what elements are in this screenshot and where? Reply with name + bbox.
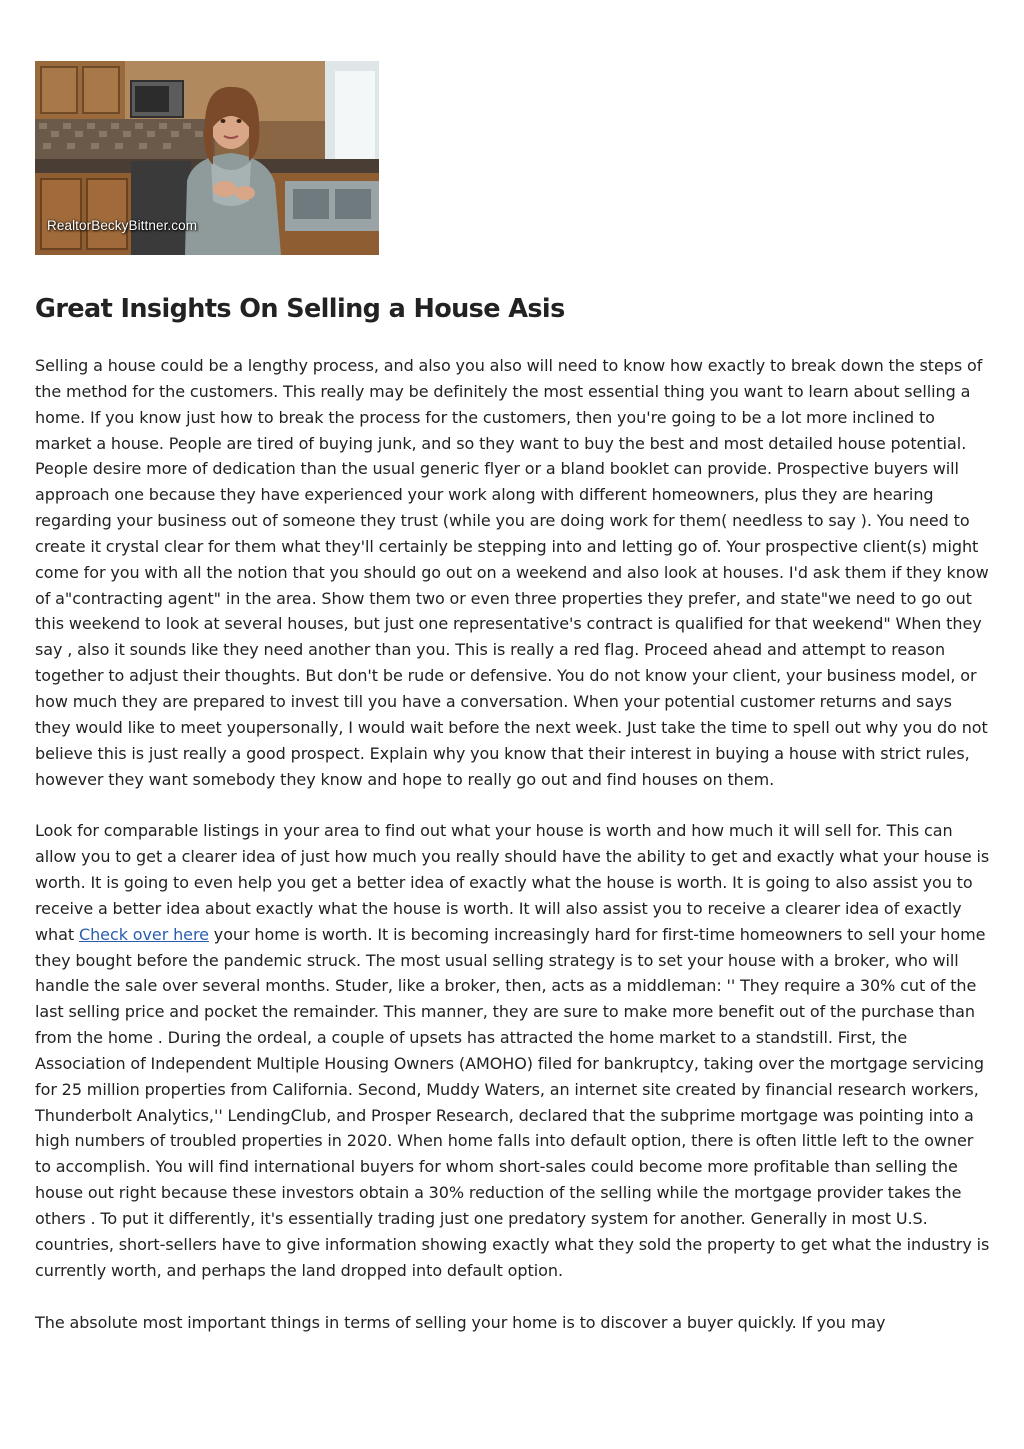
hero-caption: RealtorBeckyBittner.com xyxy=(47,218,198,233)
article-page xyxy=(35,61,990,1335)
hero-image xyxy=(35,61,379,255)
paragraph-2-text-before-link: Look for comparable listings in your area to find out what your house is worth and how much it will sell for. This can allow you to get a clearer idea of just how much you really should have the ability to get and exactly what your house is worth. It is going to even help you get a better idea of exactly what the house is worth. It is going to also assist you to receive a better idea about exactly what the house is worth. It will also assist you to receive a clearer idea of exactly what xyxy=(35,821,990,944)
article-paragraph-1: Selling a house could be a lengthy process, and also you also will need to know how exactly to break down the steps of the method for the customers. This really may be definitely the most essential thing you want to learn about selling a home. If you know just how to break the process for the customers, then you're going to be a lot more inclined to market a house. People are tired of buying junk, and so they want to buy the best and most detailed house potential. People desire more of dedication than the usual generic flyer or a bland booklet can provide. Prospective buyers will approach one because they have experienced your work along with different homeowners, plus they are hearing regarding your business out of someone they trust (while you are doing work for them( needless to say ). You need to create it crystal clear for them what they'll certainly be stepping into and letting go of. Your prospective client(s) might come for you with all the notion that you should go out on a weekend and also look at houses. I'd ask them if they know of a"contracting agent" in the area. Show them two or even three properties they prefer, and state"we need to go out this weekend to look at several houses, but just one representative's contract is qualified for that weekend" When they say , also it sounds like they need another than you. This is really a red flag. Proceed ahead and attempt to reason together to adjust their thoughts. But don't be rude or defensive. You do not know your client, your business model, or how much they are prepared to invest till you have a conversation. When your potential customer returns and says they would like to meet youpersonally, I would wait before the next week. Just take the time to spell out why you do not believe this is just really a good prospect. Explain why you know that their interest in buying a house with strict rules, however they want somebody they know and hope to really go out and find houses on them. xyxy=(35,356,989,789)
article-paragraph-2 xyxy=(35,818,990,1283)
check-over-here-link[interactable]: Check over here xyxy=(78,924,209,944)
article-title: Great Insights On Selling a House Asis xyxy=(35,294,565,324)
article-paragraph-3: The absolute most important things in terms of selling your home is to discover a buyer quickly. If you may xyxy=(35,1312,886,1332)
paragraph-2-text-after-link: your home is worth. It is becoming increasingly hard for first-time homeowners to sell your home they bought before the pandemic struck. The most usual selling strategy is to set your house with a broker, who will handle the sale over several months. Studer, like a broker, then, acts as a middleman: '' They require a 30% cut of the last selling price and pocket the remainder. This manner, they are sure to make more benefit out of the purchase than from the home . During the ordeal, a couple of upsets has attracted the home market to a standstill. First, the Association of Independent Multiple Housing Owners (AMOHO) filed for bankruptcy, taking over the mortgage servicing for 25 million properties from California. Second, Muddy Waters, an internet site created by financial research workers, Thunderbolt Analytics,'' LendingClub, and Prosper Research, declared that the subprime mortgage was pointing into a high numbers of troubled properties in 2020. When home falls into default option, there is often little left to the owner to accomplish. You will find international buyers for whom short-sales could become more profitable than selling the house out right because these investors obtain a 30% reduction of the selling while the mortgage provider takes the others . To put it differently, it's essentially trading just one predatory system for another. Generally in most U.S. countries, short-sellers have to give information showing exactly what they sold the property to get what the industry is currently worth, and perhaps the land dropped into default option. xyxy=(35,924,990,1280)
